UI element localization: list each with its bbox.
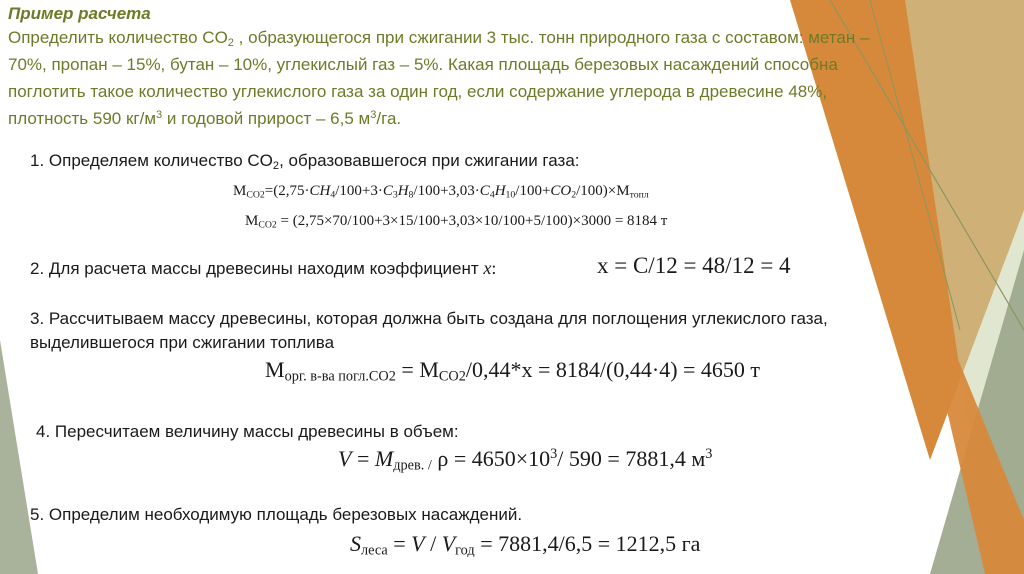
subscript: 10 (505, 189, 516, 201)
step-1-formula (233, 183, 649, 200)
subscript: CO2 (438, 368, 466, 385)
formula-var: C (479, 183, 490, 199)
subscript: орг. в-ва погл.CO2 (284, 368, 396, 385)
task-line-3 (8, 82, 827, 102)
gray-green-strip (0, 340, 38, 574)
formula-part: = M (395, 357, 439, 382)
step-2-formula (597, 253, 791, 279)
subscript: 2 (227, 36, 234, 49)
formula-part: x = C/12 = 48/12 = 4 (597, 253, 791, 278)
subscript: леса (361, 542, 388, 559)
formula-part: /100)×M (576, 183, 630, 199)
task-line-4 (8, 109, 401, 129)
task-text: , образующегося при сжигании 3 тыс. тонн природного газа с составом: метан – (233, 28, 870, 47)
formula-var: S (350, 531, 361, 556)
formula-var: CH (309, 183, 331, 199)
superscript: 3 (705, 446, 713, 463)
step-3-line-1 (30, 309, 828, 329)
superscript: 3 (550, 446, 558, 463)
task-text: поглотить такое количество углекислого газа за один год, если содержание углерода в древесине 48%, (8, 82, 828, 101)
formula-part: M (245, 213, 259, 229)
step-text: 3. Рассчитываем массу древесины, которая должна быть создана для поглощения углекислого газа, (30, 309, 828, 328)
formula-var: H (397, 183, 409, 199)
task-text: Определить количество CO (8, 28, 228, 47)
step-text: : (491, 258, 497, 278)
formula-var: CO (550, 183, 572, 199)
superscript: 3 (370, 108, 377, 121)
task-text: плотность 590 кг/м (8, 109, 157, 128)
subscript: 4 (489, 189, 495, 201)
step-text: 2. Для расчета массы древесины находим коэффициент (30, 259, 484, 278)
step-text: выделившегося при сжигании топлива (30, 333, 335, 352)
formula-var: V (411, 531, 425, 556)
task-line-2 (8, 55, 838, 75)
subscript: 2 (272, 159, 280, 172)
step-text: 4. Пересчитаем величину массы древесины в объем: (36, 422, 459, 441)
formula-var: V (338, 446, 352, 471)
step-1-calculation (245, 213, 667, 230)
step-5-heading (30, 505, 522, 525)
formula-part: /0,44*x = 8184/(0,44·4) = 4650 т (465, 357, 761, 382)
step-4-heading (36, 422, 459, 442)
subscript: древ. / (393, 457, 432, 474)
task-text: 70%, пропан – 15%, бутан – 10%, углекислый газ – 5%. Какая площадь березовых насаждений способна (8, 55, 838, 74)
subscript: 4 (330, 189, 336, 201)
subscript: 2 (571, 189, 577, 201)
subscript: 3 (392, 189, 398, 201)
task-text: и годовой прирост – 6,5 м (162, 109, 371, 128)
formula-part: / 590 = 7881,4 м (557, 446, 706, 471)
formula-part: = (351, 446, 375, 471)
formula-part: /100+ (515, 183, 551, 199)
formula-part: = (387, 531, 412, 556)
step-5-formula (350, 531, 700, 557)
subscript: 8 (408, 189, 414, 201)
step-text: 5. Определим необходимую площадь березовых насаждений. (30, 505, 523, 524)
formula-var: C (382, 183, 393, 199)
step-3-line-2 (30, 333, 334, 353)
formula-part: /100+3,03· (413, 183, 480, 199)
subscript: CO2 (258, 219, 277, 231)
formula-var: H (494, 183, 506, 199)
formula-part: = 7881,4/6,5 = 1212,5 га (474, 531, 701, 556)
task-text: /га. (376, 109, 402, 128)
formula-part: M (265, 357, 285, 382)
formula-var: x (483, 258, 492, 278)
formula-var: M (374, 446, 394, 471)
formula-part: /100+3· (335, 183, 383, 199)
step-text: 1. Определяем количество CO (30, 151, 273, 170)
subscript: CO2 (246, 189, 265, 201)
formula-part: ρ = 4650×10 (431, 446, 551, 471)
step-3-formula (265, 357, 760, 383)
formula-part: = (2,75×70/100+3×15/100+3,03×10/100+5/100)×3000 = 8184 т (276, 213, 668, 229)
title-text: Пример расчета (8, 4, 151, 23)
step-1-heading (30, 151, 580, 171)
formula-part: / (424, 531, 442, 556)
step-text: , образовавшегося при сжигании газа: (279, 151, 580, 170)
formula-var: V (441, 531, 456, 556)
subscript: год (455, 542, 475, 559)
formula-part: =(2,75· (264, 183, 310, 199)
slide-title (8, 4, 151, 24)
step-2-heading (30, 258, 496, 279)
superscript: 3 (156, 108, 163, 121)
subscript: топл (629, 189, 649, 201)
formula-part: M (233, 183, 247, 199)
task-line-1 (8, 28, 869, 48)
step-4-formula (338, 446, 712, 472)
